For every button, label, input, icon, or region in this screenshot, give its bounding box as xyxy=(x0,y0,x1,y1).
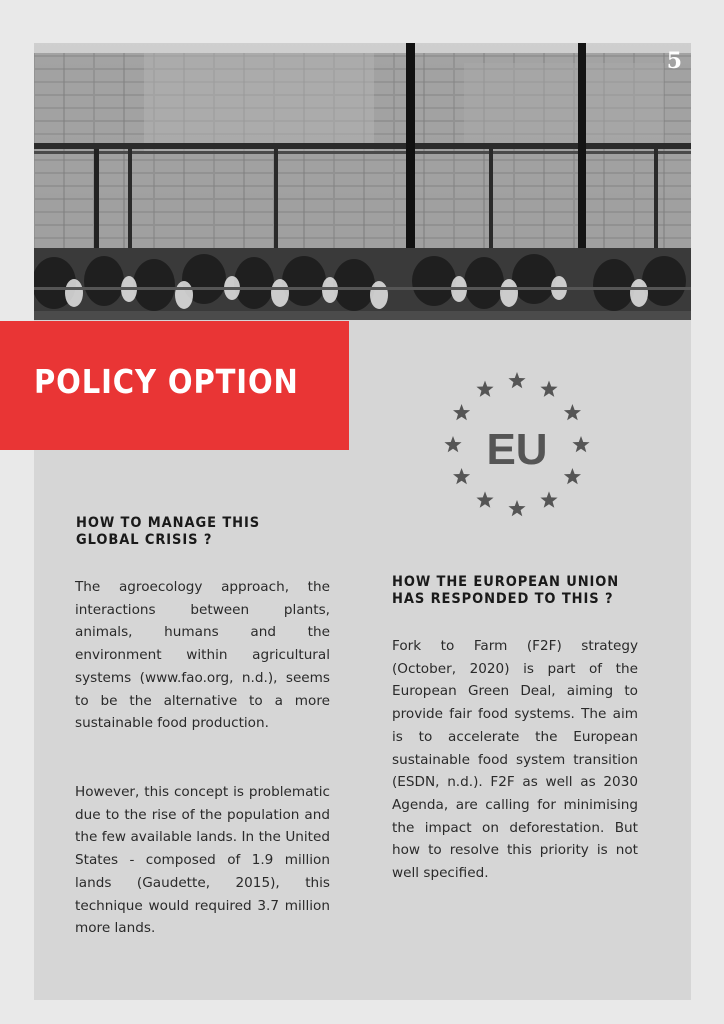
banner-title: POLICY OPTION xyxy=(34,362,299,401)
eu-star-icon xyxy=(476,381,493,397)
right-heading: HOW THE EUROPEAN UNION HAS RESPONDED TO THIS ? xyxy=(392,574,620,607)
eu-star-icon xyxy=(453,404,470,420)
eu-star-icon xyxy=(540,491,557,507)
eu-star-icon xyxy=(508,372,525,388)
eu-logo-text: EU xyxy=(486,425,548,474)
barn-cattle-photo xyxy=(34,43,691,320)
left-heading: HOW TO MANAGE THIS GLOBAL CRISIS ? xyxy=(76,515,261,548)
page-number: 5 xyxy=(666,48,682,74)
left-paragraph-1: The agroecology approach, the interactions between plants, animals, humans and the environment within agricultural systems (www.fao.org, n.d.), seems to be the alternative to a more sustainable food production. xyxy=(75,579,330,732)
eu-star-icon xyxy=(444,436,461,452)
eu-star-icon xyxy=(508,500,525,516)
eu-star-icon xyxy=(572,436,589,452)
eu-stars-icon xyxy=(441,372,593,518)
left-paragraph-2: However, this concept is problematic due to the rise of the population and the few available lands. In the United States - composed of 1.9 million lands (Gaudette, 2015), this technique would required 3.7 million more lands. xyxy=(75,784,330,937)
eu-star-icon xyxy=(476,491,493,507)
eu-logo xyxy=(441,372,593,522)
eu-star-icon xyxy=(564,468,581,484)
eu-star-icon xyxy=(564,404,581,420)
eu-star-icon xyxy=(540,381,557,397)
right-paragraph: Fork to Farm (F2F) strategy (October, 2020) is part of the European Green Deal, aiming to provide fair food systems. The aim is to accelerate the European sustainable food system transition (ESDN, n.d.). F2F as well as 2030 Agenda, are calling for minimising the impact on deforestation. But how to resolve this priority is not well specified. xyxy=(392,638,638,882)
eu-star-icon xyxy=(453,468,470,484)
